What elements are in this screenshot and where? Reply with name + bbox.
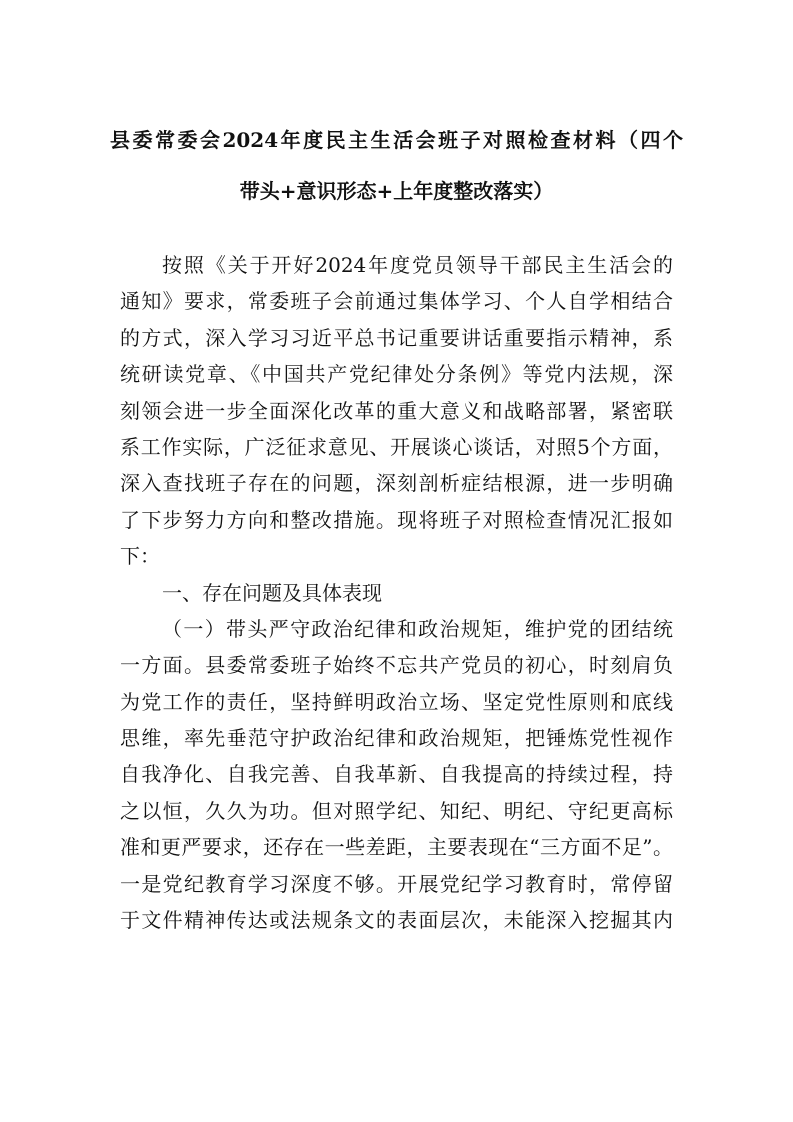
text-line: 的方式，深入学习习近平总书记重要讲话重要指示精神，系 bbox=[120, 325, 673, 350]
text-line: 深入查找班子存在的问题，深刻剖析症结根源，进一步明确 bbox=[120, 471, 673, 496]
text-line: 统研读党章、《中国共产党纪律处分条例》等党内法规，深 bbox=[120, 362, 673, 387]
paragraph-intro bbox=[120, 247, 673, 575]
text-line: 一方面。县委常委班子始终不忘共产党员的初心，时刻肩负 bbox=[120, 653, 673, 678]
text-line: 通知》要求，常委班子会前通过集体学习、个人自学相结合 bbox=[120, 289, 673, 314]
document-title-line-2: 带头+意识形态+上年度整改落实） bbox=[239, 179, 554, 203]
section-heading bbox=[120, 575, 673, 611]
text-line: 了下步努力方向和整改措施。现将班子对照检查情况汇报如 bbox=[120, 507, 673, 532]
text-line: 按照《关于开好2024年度党员领导干部民主生活会的 bbox=[162, 253, 673, 277]
document-title-line-1: 县委常委会2024年度民主生活会班子对照检查材料（四个 bbox=[110, 128, 683, 152]
text-line: 之以恒，久久为功。但对照学纪、知纪、明纪、守纪更高标 bbox=[120, 798, 673, 823]
heading-line: 一、存在问题及具体表现 bbox=[162, 580, 382, 605]
text-line: 一是党纪教育学习深度不够。开展党纪学习教育时，常停留 bbox=[120, 871, 673, 896]
text-line: 思维，率先垂范守护政治纪律和政治规矩，把锤炼党性视作 bbox=[120, 726, 673, 751]
paragraph-section-1 bbox=[120, 611, 673, 939]
text-line: 为党工作的责任，坚持鲜明政治立场、坚定党性原则和底线 bbox=[120, 689, 673, 714]
text-line: 系工作实际，广泛征求意见、开展谈心谈话，对照5个方面， bbox=[120, 434, 673, 459]
text-line: 刻领会进一步全面深化改革的重大意义和战略部署，紧密联 bbox=[120, 398, 673, 423]
text-line: 于文件精神传达或法规条文的表面层次，未能深入挖掘其内 bbox=[120, 908, 673, 933]
text-line: 下： bbox=[120, 544, 160, 569]
document-body bbox=[120, 247, 673, 938]
text-line: 自我净化、自我完善、自我革新、自我提高的持续过程，持 bbox=[120, 762, 673, 787]
text-line: （一）带头严守政治纪律和政治规矩，维护党的团结统 bbox=[162, 616, 673, 641]
text-line: 准和更严要求，还存在一些差距，主要表现在“三方面不足”。 bbox=[120, 835, 673, 860]
